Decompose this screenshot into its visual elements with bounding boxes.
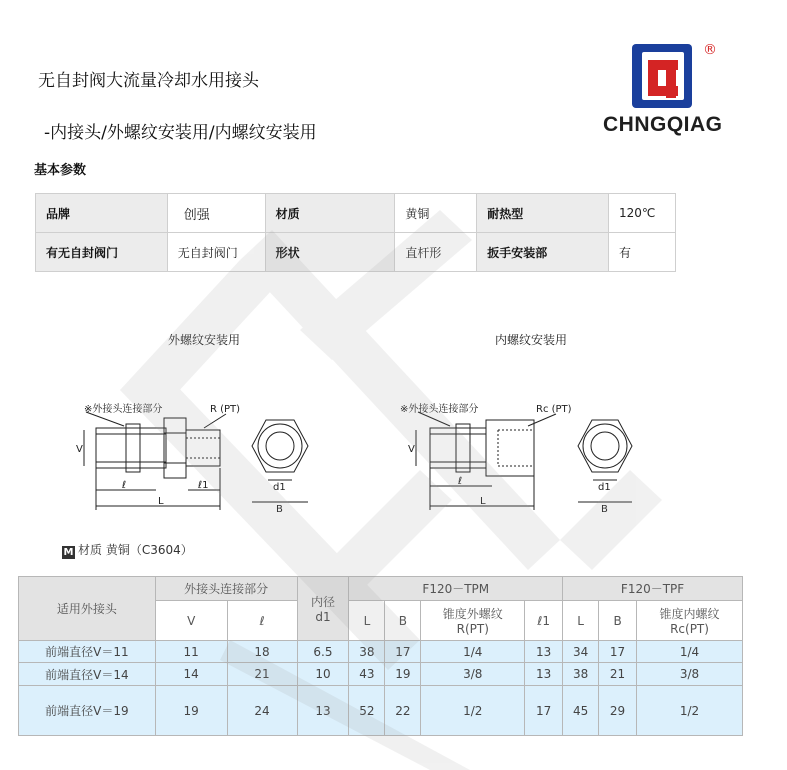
table-cell: 14 — [155, 663, 227, 686]
ext-thread-label: 锥度外螺纹 — [442, 607, 503, 621]
material-icon: M — [63, 547, 74, 558]
param-value: 黄铜 — [395, 194, 477, 233]
external-thread-diagram — [76, 398, 326, 518]
thread-label: R (PT) — [210, 404, 241, 415]
table-cell: 17 — [525, 686, 563, 736]
table-cell: 34 — [563, 641, 599, 663]
ext-thread-code: R(PT) — [456, 622, 489, 636]
col-header-applicable: 适用外接头 — [19, 577, 156, 641]
param-label: 品牌 — [36, 194, 168, 233]
col-header-tpm: F120－TPM — [349, 577, 563, 601]
brand-name: CHNGQIAG — [603, 113, 723, 136]
table-cell: 3/8 — [421, 663, 525, 686]
table-cell: 19 — [155, 686, 227, 736]
table-cell: 前端直径V＝14 — [19, 663, 156, 686]
table-cell: 43 — [349, 663, 385, 686]
dim-V: V — [408, 444, 415, 455]
table-cell: 1/2 — [637, 686, 743, 736]
diagram-title-internal: 内螺纹安装用 — [495, 333, 568, 347]
connect-part-label: ※外接头连接部分 — [84, 404, 163, 415]
param-label: 扳手安装部 — [477, 233, 609, 272]
diagram-title-external: 外螺纹安装用 — [168, 333, 241, 347]
table-cell: 21 — [599, 663, 637, 686]
col-header-inner-dia — [297, 577, 349, 641]
table-cell: 13 — [525, 663, 563, 686]
dim-L: L — [158, 496, 164, 507]
param-label: 材质 — [265, 194, 395, 233]
table-cell: 3/8 — [637, 663, 743, 686]
int-thread-label: 锥度内螺纹 — [659, 607, 720, 621]
inner-dia-label: 内径 — [310, 595, 335, 609]
param-value: 无自封阀门 — [167, 233, 265, 272]
connect-part-label: ※外接头连接部分 — [400, 404, 479, 415]
col-header-l1: ℓ1 — [525, 601, 563, 641]
dim-V: V — [76, 444, 83, 455]
col-header-L: L — [349, 601, 385, 641]
dim-d1: d1 — [273, 482, 286, 493]
table-cell: 11 — [155, 641, 227, 663]
registered-mark: ® — [703, 42, 717, 58]
table-cell: 6.5 — [297, 641, 349, 663]
col-header-B2: B — [599, 601, 637, 641]
table-row — [36, 194, 676, 233]
table-cell: 19 — [385, 663, 421, 686]
spec-table — [18, 576, 743, 736]
table-cell: 17 — [599, 641, 637, 663]
col-header-ext-thread — [421, 601, 525, 641]
basic-params-table — [35, 193, 676, 272]
param-value: 直杆形 — [395, 233, 477, 272]
param-label: 形状 — [265, 233, 395, 272]
table-cell: 38 — [349, 641, 385, 663]
page-title: 无自封阀大流量冷却水用接头 — [38, 71, 259, 91]
table-cell: 13 — [297, 686, 349, 736]
basic-params-heading: 基本参数 — [34, 163, 87, 178]
col-header-L2: L — [563, 601, 599, 641]
param-value: 创强 — [167, 194, 265, 233]
dim-l: ℓ — [122, 480, 127, 491]
material-note — [62, 541, 193, 559]
dim-B: B — [601, 504, 608, 515]
table-cell: 1/4 — [637, 641, 743, 663]
table-cell: 38 — [563, 663, 599, 686]
inner-dia-code: d1 — [315, 610, 331, 624]
col-header-l: ℓ — [227, 601, 297, 641]
table-cell: 17 — [385, 641, 421, 663]
table-row — [19, 686, 743, 736]
table-header-row — [19, 577, 743, 601]
table-row — [19, 663, 743, 686]
table-cell: 45 — [563, 686, 599, 736]
table-cell: 24 — [227, 686, 297, 736]
table-cell: 18 — [227, 641, 297, 663]
dim-d1: d1 — [598, 482, 611, 493]
int-thread-code: Rc(PT) — [670, 622, 709, 636]
table-cell: 29 — [599, 686, 637, 736]
table-cell: 前端直径V＝19 — [19, 686, 156, 736]
col-header-B: B — [385, 601, 421, 641]
page-subtitle: -内接头/外螺纹安装用/内螺纹安装用 — [44, 123, 317, 143]
table-cell: 52 — [349, 686, 385, 736]
dim-L: L — [480, 496, 486, 507]
param-value: 120℃ — [609, 194, 676, 233]
param-value: 有 — [609, 233, 676, 272]
dim-l1: ℓ1 — [198, 480, 209, 491]
internal-thread-diagram — [400, 398, 650, 518]
col-header-tpf: F120－TPF — [563, 577, 743, 601]
col-header-V: V — [155, 601, 227, 641]
table-row — [19, 641, 743, 663]
param-label: 耐热型 — [477, 194, 609, 233]
col-header-int-thread — [637, 601, 743, 641]
col-header-connect: 外接头连接部分 — [155, 577, 297, 601]
thread-label: Rc (PT) — [536, 404, 572, 415]
table-cell: 22 — [385, 686, 421, 736]
param-label: 有无自封阀门 — [36, 233, 168, 272]
table-cell: 前端直径V＝11 — [19, 641, 156, 663]
table-cell: 1/2 — [421, 686, 525, 736]
table-cell: 13 — [525, 641, 563, 663]
dim-l: ℓ — [458, 476, 463, 487]
table-row — [36, 233, 676, 272]
material-text: 材质 黄铜（C3604） — [78, 543, 193, 557]
table-cell: 1/4 — [421, 641, 525, 663]
dim-B: B — [276, 504, 283, 515]
table-cell: 21 — [227, 663, 297, 686]
table-cell: 10 — [297, 663, 349, 686]
